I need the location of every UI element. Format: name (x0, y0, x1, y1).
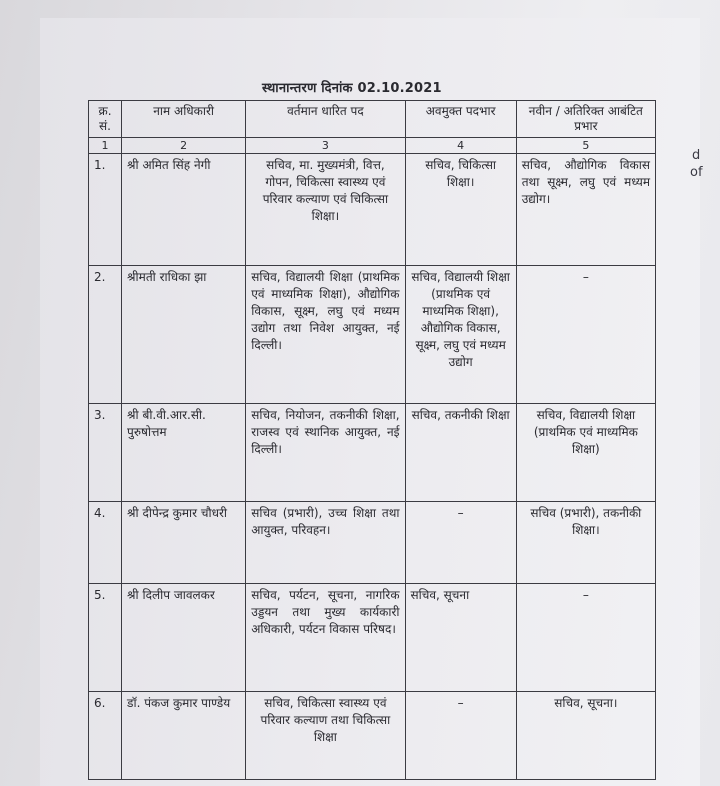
table-row (89, 692, 656, 780)
current-post-cell: सचिव, पर्यटन, सूचना, नागरिक उड्डयन तथा मुख्य कार्यकारी अधिकारी, पर्यटन विकास परिषद। (246, 584, 405, 692)
column-number: 1 (89, 138, 122, 154)
officer-name-cell: श्री बी.वी.आर.सी. पुरुषोत्तम (122, 404, 246, 502)
header-officer-name: नाम अधिकारी (122, 101, 246, 138)
officer-name-cell: डॉ. पंकज कुमार पाण्डेय (122, 692, 246, 780)
relieved-charge-cell: सचिव, तकनीकी शिक्षा (405, 404, 516, 502)
serial-cell: 6. (89, 692, 122, 780)
column-number: 5 (516, 138, 655, 154)
new-charge-cell: सचिव (प्रभारी), तकनीकी शिक्षा। (516, 502, 655, 584)
header-current-post: वर्तमान धारित पद (246, 101, 405, 138)
officer-name-cell: श्री दीपेन्द्र कुमार चौधरी (122, 502, 246, 584)
header-serial: क्र. सं. (89, 101, 122, 138)
table-row (89, 502, 656, 584)
column-number: 3 (246, 138, 405, 154)
table-row (89, 154, 656, 266)
table-row (89, 584, 656, 692)
officer-name-cell: श्री दिलीप जावलकर (122, 584, 246, 692)
document-title: स्थानान्तरण दिनांक 02.10.2021 (262, 81, 442, 96)
header-row (89, 101, 656, 138)
new-charge-cell: – (516, 584, 655, 692)
officer-name-cell: श्री अमित सिंह नेगी (122, 154, 246, 266)
relieved-charge-cell: सचिव, सूचना (405, 584, 516, 692)
header-new-charge: नवीन / अतिरिक्त आबंटित प्रभार (516, 101, 655, 138)
current-post-cell: सचिव, विद्यालयी शिक्षा (प्राथमिक एवं माध्यमिक शिक्षा), औद्योगिक विकास, सूक्ष्म, लघु एवं मध्यम उद्योग तथा निवेश आयुक्त, नई दिल्ली। (246, 266, 405, 404)
serial-cell: 2. (89, 266, 122, 404)
column-number-row (89, 138, 656, 154)
officer-name-cell: श्रीमती राधिका झा (122, 266, 246, 404)
relieved-charge-cell: सचिव, चिकित्सा शिक्षा। (405, 154, 516, 266)
current-post-cell: सचिव, चिकित्सा स्वास्थ्य एवं परिवार कल्याण तथा चिकित्सा शिक्षा (246, 692, 405, 780)
relieved-charge-cell: – (405, 692, 516, 780)
serial-cell: 5. (89, 584, 122, 692)
new-charge-cell: सचिव, विद्यालयी शिक्षा (प्राथमिक एवं माध्यमिक शिक्षा) (516, 404, 655, 502)
table-row (89, 266, 656, 404)
relieved-charge-cell: – (405, 502, 516, 584)
current-post-cell: सचिव, मा. मुख्यमंत्री, वित्त, गोपन, चिकित्सा स्वास्थ्य एवं परिवार कल्याण एवं चिकित्सा शिक्षा। (246, 154, 405, 266)
edge-text: d (692, 148, 701, 163)
new-charge-cell: सचिव, सूचना। (516, 692, 655, 780)
column-number: 4 (405, 138, 516, 154)
column-number: 2 (122, 138, 246, 154)
new-charge-cell: – (516, 266, 655, 404)
new-charge-cell: सचिव, औद्योगिक विकास तथा सूक्ष्म, लघु एवं मध्यम उद्योग। (516, 154, 655, 266)
serial-cell: 3. (89, 404, 122, 502)
serial-cell: 4. (89, 502, 122, 584)
serial-cell: 1. (89, 154, 122, 266)
current-post-cell: सचिव, नियोजन, तकनीकी शिक्षा, राजस्व एवं स्थानिक आयुक्त, नई दिल्ली। (246, 404, 405, 502)
current-post-cell: सचिव (प्रभारी), उच्च शिक्षा तथा आयुक्त, परिवहन। (246, 502, 405, 584)
table-row (89, 404, 656, 502)
transfer-table (88, 100, 656, 780)
header-relieved-charge: अवमुक्त पदभार (405, 101, 516, 138)
relieved-charge-cell: सचिव, विद्यालयी शिक्षा (प्राथमिक एवं माध्यमिक शिक्षा), औद्योगिक विकास, सूक्ष्म, लघु एवं मध्यम उद्योग (405, 266, 516, 404)
edge-text: of (690, 165, 703, 180)
